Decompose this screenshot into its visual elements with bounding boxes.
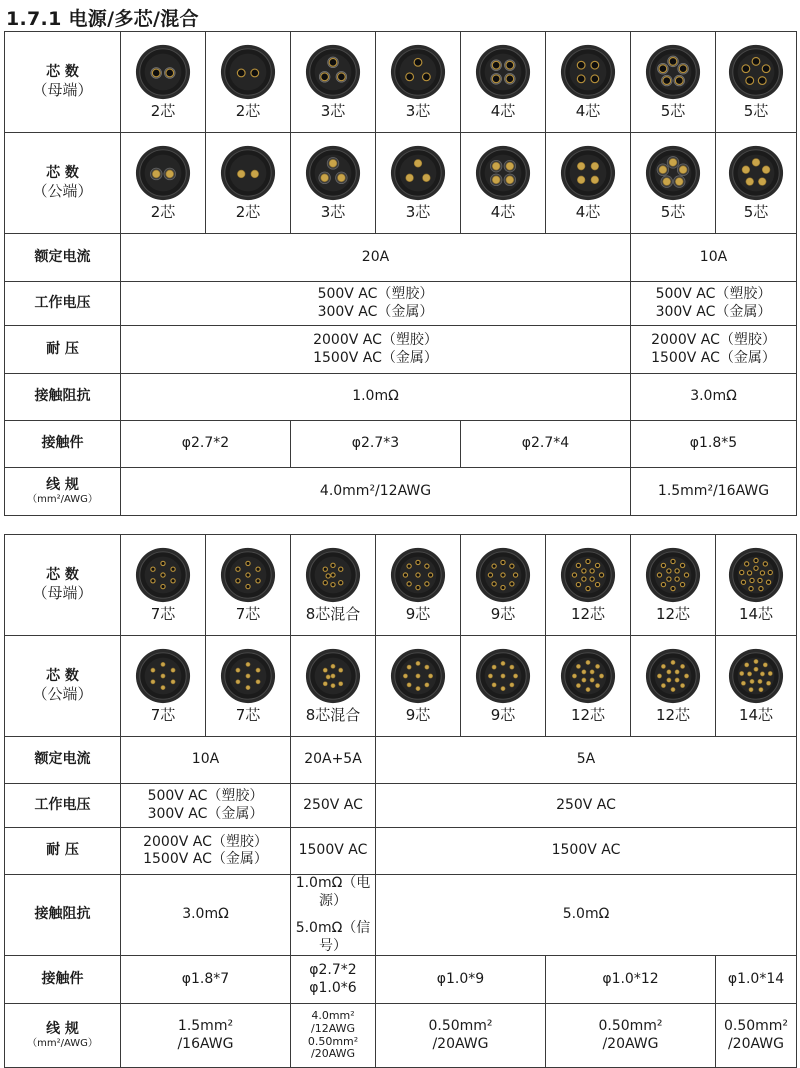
withstand-value: 2000V AC（塑胶） 1500V AC（金属） bbox=[121, 326, 631, 374]
core-count-caption: 4芯 bbox=[490, 203, 516, 222]
row-label-male: 芯 数 （公端） bbox=[5, 133, 121, 234]
female-connector-icon bbox=[219, 546, 277, 604]
connector-cell bbox=[376, 32, 461, 133]
voltage-value: 250V AC bbox=[291, 784, 376, 828]
connector-cell bbox=[631, 32, 716, 133]
row-rated-current bbox=[5, 737, 797, 784]
connector-cell bbox=[631, 535, 716, 636]
female-connector-icon bbox=[559, 43, 617, 101]
core-count-caption: 7芯 bbox=[235, 706, 261, 725]
connector-cell bbox=[546, 535, 631, 636]
label-voltage: 工作电压 bbox=[5, 784, 121, 828]
row-gauge bbox=[5, 468, 797, 516]
voltage-value: 500V AC（塑胶） 300V AC（金属） bbox=[121, 282, 631, 326]
female-connector-icon bbox=[219, 43, 277, 101]
core-count-caption: 14芯 bbox=[738, 605, 774, 624]
gauge-value: 4.0mm² /12AWG 0.50mm² /20AWG bbox=[291, 1004, 376, 1068]
male-connector-icon bbox=[219, 647, 277, 705]
connector-cell bbox=[206, 133, 291, 234]
contacts-value: φ1.0*9 bbox=[376, 956, 546, 1004]
gauge-value: 0.50mm² /20AWG bbox=[716, 1004, 797, 1068]
core-count-caption: 4芯 bbox=[490, 102, 516, 121]
core-count-caption: 12芯 bbox=[655, 605, 691, 624]
core-count-caption: 9芯 bbox=[405, 605, 431, 624]
male-connector-icon bbox=[644, 144, 702, 202]
female-connector-icon bbox=[304, 43, 362, 101]
core-count-caption: 8芯混合 bbox=[305, 706, 361, 725]
row-male-pins bbox=[5, 133, 797, 234]
core-count-caption: 7芯 bbox=[235, 605, 261, 624]
rated-current-value: 20A bbox=[121, 234, 631, 282]
contacts-value: φ2.7*2 φ1.0*6 bbox=[291, 956, 376, 1004]
row-resistance bbox=[5, 374, 797, 421]
core-count-caption: 5芯 bbox=[660, 102, 686, 121]
female-connector-icon bbox=[134, 43, 192, 101]
row-contacts bbox=[5, 956, 797, 1004]
core-count-caption: 5芯 bbox=[743, 203, 769, 222]
connector-cell bbox=[546, 636, 631, 737]
contacts-value: φ1.8*7 bbox=[121, 956, 291, 1004]
withstand-value: 2000V AC（塑胶） 1500V AC（金属） bbox=[631, 326, 797, 374]
row-label-male: 芯 数 （公端） bbox=[5, 636, 121, 737]
connector-cell bbox=[461, 32, 546, 133]
female-connector-icon bbox=[474, 546, 532, 604]
connector-cell bbox=[291, 636, 376, 737]
withstand-value: 1500V AC bbox=[291, 828, 376, 875]
female-connector-icon bbox=[727, 43, 785, 101]
male-connector-icon bbox=[727, 144, 785, 202]
connector-cell bbox=[206, 32, 291, 133]
female-connector-icon bbox=[304, 546, 362, 604]
label-gauge: 线 规 （mm²/AWG） bbox=[5, 468, 121, 516]
gauge-value: 0.50mm² /20AWG bbox=[546, 1004, 716, 1068]
contacts-value: φ2.7*2 bbox=[121, 421, 291, 468]
row-female-pins bbox=[5, 535, 797, 636]
connector-cell bbox=[291, 133, 376, 234]
female-connector-icon bbox=[389, 43, 447, 101]
resistance-value: 1.0mΩ bbox=[121, 374, 631, 421]
resistance-value: 3.0mΩ bbox=[631, 374, 797, 421]
rated-current-value: 10A bbox=[121, 737, 291, 784]
voltage-value: 500V AC（塑胶） 300V AC（金属） bbox=[631, 282, 797, 326]
female-connector-icon bbox=[474, 43, 532, 101]
core-count-caption: 8芯混合 bbox=[305, 605, 361, 624]
core-count-caption: 4芯 bbox=[575, 203, 601, 222]
connector-cell bbox=[121, 535, 206, 636]
rated-current-value: 10A bbox=[631, 234, 797, 282]
row-resistance bbox=[5, 875, 797, 956]
male-connector-icon bbox=[389, 144, 447, 202]
row-gauge bbox=[5, 1004, 797, 1068]
resistance-value: 5.0mΩ bbox=[376, 875, 797, 956]
connector-cell bbox=[206, 535, 291, 636]
male-connector-icon bbox=[727, 647, 785, 705]
row-label-female: 芯 数 （母端） bbox=[5, 535, 121, 636]
connector-cell bbox=[121, 32, 206, 133]
gauge-value: 1.5mm² /16AWG bbox=[121, 1004, 291, 1068]
connector-cell bbox=[716, 133, 797, 234]
row-voltage bbox=[5, 282, 797, 326]
core-count-caption: 12芯 bbox=[655, 706, 691, 725]
contacts-value: φ1.0*14 bbox=[716, 956, 797, 1004]
withstand-value: 2000V AC（塑胶） 1500V AC（金属） bbox=[121, 828, 291, 875]
row-contacts bbox=[5, 421, 797, 468]
contacts-value: φ2.7*3 bbox=[291, 421, 461, 468]
male-connector-icon bbox=[304, 144, 362, 202]
connector-cell bbox=[546, 133, 631, 234]
connector-cell bbox=[716, 636, 797, 737]
voltage-value: 500V AC（塑胶） 300V AC（金属） bbox=[121, 784, 291, 828]
male-connector-icon bbox=[389, 647, 447, 705]
female-connector-icon bbox=[389, 546, 447, 604]
withstand-value: 1500V AC bbox=[376, 828, 797, 875]
male-connector-icon bbox=[474, 647, 532, 705]
connector-cell bbox=[291, 32, 376, 133]
core-count-caption: 5芯 bbox=[660, 203, 686, 222]
spec-table-multicore bbox=[4, 534, 797, 1068]
label-rated-current: 额定电流 bbox=[5, 234, 121, 282]
connector-cell bbox=[461, 636, 546, 737]
row-female-pins bbox=[5, 32, 797, 133]
female-connector-icon bbox=[559, 546, 617, 604]
row-rated-current bbox=[5, 234, 797, 282]
rated-current-value: 5A bbox=[376, 737, 797, 784]
connector-cell bbox=[376, 636, 461, 737]
row-male-pins bbox=[5, 636, 797, 737]
connector-cell bbox=[376, 535, 461, 636]
label-rated-current: 额定电流 bbox=[5, 737, 121, 784]
gauge-value: 4.0mm²/12AWG bbox=[121, 468, 631, 516]
voltage-value: 250V AC bbox=[376, 784, 797, 828]
label-resistance: 接触阻抗 bbox=[5, 875, 121, 956]
connector-cell bbox=[461, 133, 546, 234]
female-connector-icon bbox=[134, 546, 192, 604]
connector-cell bbox=[716, 32, 797, 133]
rated-current-value: 20A+5A bbox=[291, 737, 376, 784]
contacts-value: φ2.7*4 bbox=[461, 421, 631, 468]
row-label-female: 芯 数 （母端） bbox=[5, 32, 121, 133]
connector-cell bbox=[376, 133, 461, 234]
core-count-caption: 2芯 bbox=[150, 203, 176, 222]
core-count-caption: 12芯 bbox=[570, 706, 606, 725]
page-title: 1.7.1 电源/多芯/混合 bbox=[6, 8, 199, 30]
connector-cell bbox=[631, 133, 716, 234]
contacts-value: φ1.0*12 bbox=[546, 956, 716, 1004]
resistance-value: 3.0mΩ bbox=[121, 875, 291, 956]
male-connector-icon bbox=[559, 647, 617, 705]
male-connector-icon bbox=[644, 647, 702, 705]
core-count-caption: 7芯 bbox=[150, 605, 176, 624]
row-withstand bbox=[5, 828, 797, 875]
core-count-caption: 7芯 bbox=[150, 706, 176, 725]
core-count-caption: 9芯 bbox=[405, 706, 431, 725]
male-connector-icon bbox=[304, 647, 362, 705]
label-contacts: 接触件 bbox=[5, 421, 121, 468]
gauge-value: 1.5mm²/16AWG bbox=[631, 468, 797, 516]
connector-cell bbox=[121, 636, 206, 737]
male-connector-icon bbox=[559, 144, 617, 202]
core-count-caption: 14芯 bbox=[738, 706, 774, 725]
male-connector-icon bbox=[134, 647, 192, 705]
core-count-caption: 5芯 bbox=[743, 102, 769, 121]
male-connector-icon bbox=[474, 144, 532, 202]
core-count-caption: 3芯 bbox=[320, 102, 346, 121]
connector-cell bbox=[291, 535, 376, 636]
male-connector-icon bbox=[219, 144, 277, 202]
label-withstand: 耐 压 bbox=[5, 828, 121, 875]
label-resistance: 接触阻抗 bbox=[5, 374, 121, 421]
label-withstand: 耐 压 bbox=[5, 326, 121, 374]
core-count-caption: 9芯 bbox=[490, 706, 516, 725]
core-count-caption: 3芯 bbox=[320, 203, 346, 222]
core-count-caption: 2芯 bbox=[235, 102, 261, 121]
core-count-caption: 2芯 bbox=[235, 203, 261, 222]
female-connector-icon bbox=[644, 43, 702, 101]
contacts-value: φ1.8*5 bbox=[631, 421, 797, 468]
row-withstand bbox=[5, 326, 797, 374]
row-voltage bbox=[5, 784, 797, 828]
connector-cell bbox=[546, 32, 631, 133]
core-count-caption: 12芯 bbox=[570, 605, 606, 624]
connector-cell bbox=[631, 636, 716, 737]
label-contacts: 接触件 bbox=[5, 956, 121, 1004]
resistance-value: 1.0mΩ（电源） 5.0mΩ（信号） bbox=[291, 875, 376, 956]
connector-cell bbox=[206, 636, 291, 737]
female-connector-icon bbox=[727, 546, 785, 604]
connector-cell bbox=[716, 535, 797, 636]
core-count-caption: 3芯 bbox=[405, 203, 431, 222]
gauge-value: 0.50mm² /20AWG bbox=[376, 1004, 546, 1068]
female-connector-icon bbox=[644, 546, 702, 604]
connector-cell bbox=[121, 133, 206, 234]
core-count-caption: 9芯 bbox=[490, 605, 516, 624]
label-gauge: 线 规 （mm²/AWG） bbox=[5, 1004, 121, 1068]
connector-cell bbox=[461, 535, 546, 636]
core-count-caption: 4芯 bbox=[575, 102, 601, 121]
core-count-caption: 2芯 bbox=[150, 102, 176, 121]
core-count-caption: 3芯 bbox=[405, 102, 431, 121]
label-voltage: 工作电压 bbox=[5, 282, 121, 326]
spec-table-power bbox=[4, 31, 797, 516]
male-connector-icon bbox=[134, 144, 192, 202]
